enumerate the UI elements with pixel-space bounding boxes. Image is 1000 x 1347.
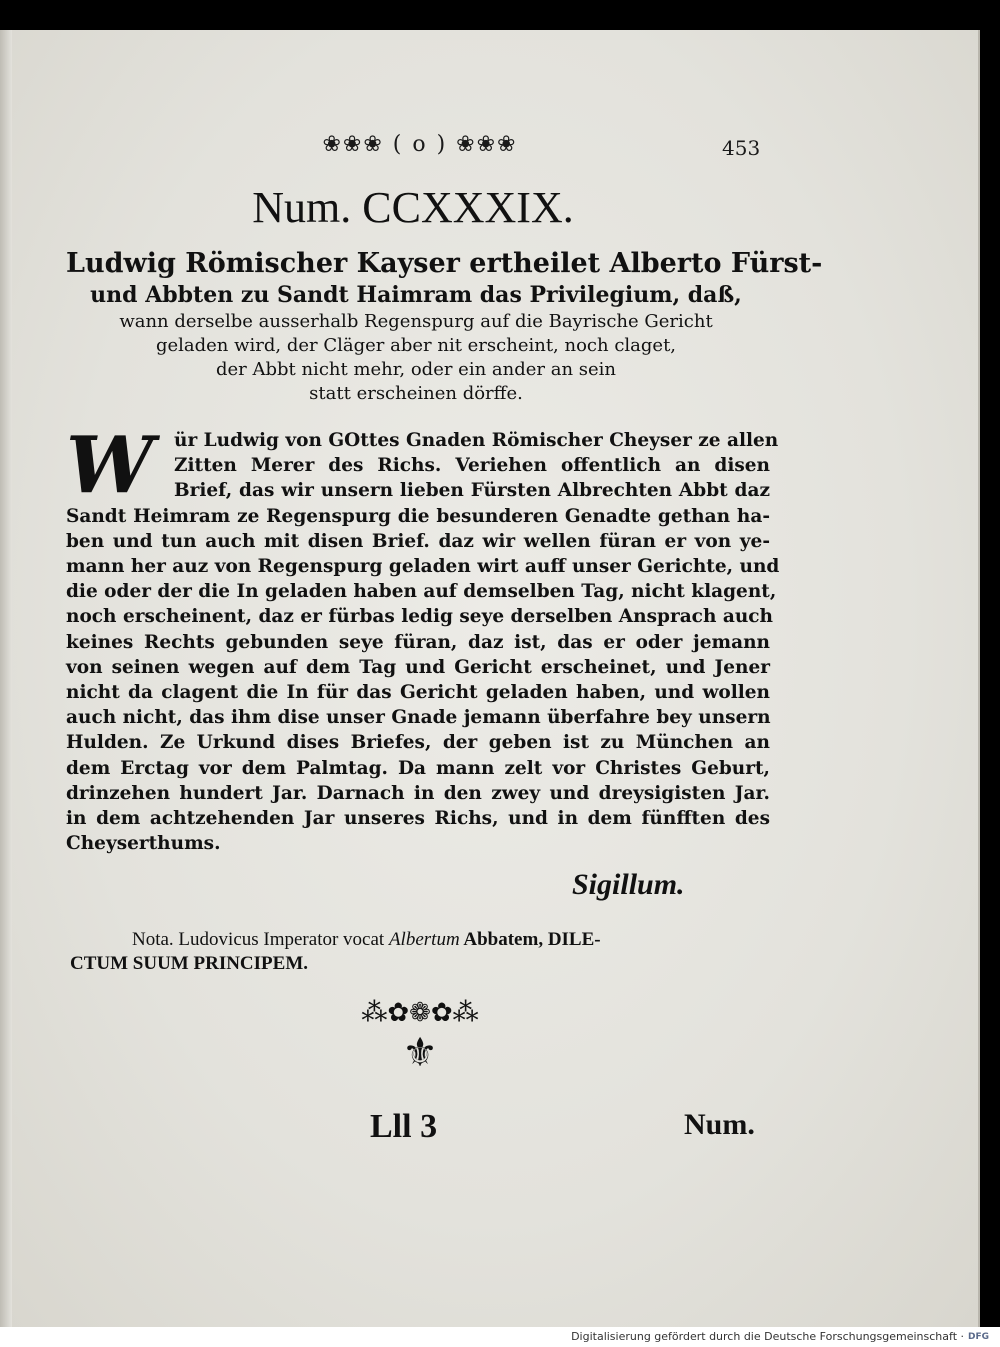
nota-paragraph [70, 928, 770, 976]
heading-line: der Abbt nicht mehr, oder ein ander an sein [215, 359, 617, 380]
body-line: Brief, das wir unsern lieben Fürsten Albrechten Abbt daz [174, 480, 770, 502]
dfg-logo-icon: DFG [968, 1332, 990, 1342]
body-line: die oder der die In geladen haben auf demselben Tag, nicht klagent, [66, 581, 777, 603]
fleur-de-lis-icon: ⚜ [402, 1030, 438, 1076]
funding-credit: Digitalisierung gefördert durch die Deutsche Forschungsgemeinschaft · [571, 1330, 964, 1343]
body-line: dem Erctag vor dem Palmtag. Da mann zelt vor Christes Geburt, [66, 757, 770, 779]
signature-mark: Lll 3 [370, 1108, 438, 1145]
nota-line-2: CTUM SUUM PRINCIPEM. [70, 953, 309, 974]
sigillum-mark: Sigillum. [572, 868, 685, 901]
heading-line: geladen wird, der Cläger aber nit erscheint, noch claget, [155, 335, 677, 356]
page-number: 453 [722, 136, 761, 160]
document-heading [66, 248, 823, 406]
body-line: ür Ludwig von GOttes Gnaden Römischer Cheyser ze allen [174, 430, 779, 451]
heading-line: wann derselbe ausserhalb Regenspurg auf die Bayrische Gericht [119, 311, 713, 332]
heading-line: Ludwig Römischer Kayser ertheilet Alberto Fürst- [66, 248, 823, 279]
fleuron-ornament-icon: ⁂✿❁✿⁂ [361, 998, 479, 1028]
document-number-title: Num. CCXXXIX. [252, 183, 574, 232]
drop-capital: W [66, 420, 154, 511]
body-line: auch nicht, das ihm dise unser Gnade jemann überfahre bey unsern [66, 707, 771, 729]
nota-line-1: Nota. Ludovicus Imperator vocat Albertum Abbatem, DILE- [132, 929, 601, 950]
body-line: keines Rechts gebunden seye füran, daz ist, das er oder jemann [66, 631, 770, 653]
heading-line: und Abbten zu Sandt Haimram das Privilegium, daß, [90, 282, 742, 308]
catchword: Num. [684, 1108, 755, 1141]
body-line: in dem achtzehenden Jar unseres Richs, und in dem fünfften des [66, 808, 770, 830]
body-line: Zitten Merer des Richs. Veriehen offentlich an disen [174, 455, 770, 477]
body-line: Hulden. Ze Urkund dises Briefes, der geben ist zu München an [66, 732, 770, 754]
body-line: drinzehen hundert Jar. Darnach in den zwey und dreysigisten Jar. [66, 782, 770, 804]
body-line: Sandt Heimram ze Regenspurg die besunderen Genadte gethan ha- [66, 505, 770, 527]
heading-line: statt erscheinen dörffe. [309, 383, 523, 404]
charter-body [66, 420, 780, 856]
body-line: mann her auz von Regenspurg geladen wirt auff unser Gerichte, und [66, 556, 780, 578]
body-line: nicht da clagent die In für das Gericht geladen haben, und wollen [66, 682, 770, 704]
body-line: von seinen wegen auf dem Tag und Gericht erscheinet, und Jener [66, 656, 770, 678]
body-line: Cheyserthums. [66, 833, 221, 855]
body-line: noch erscheinent, daz er fürbas ledig seye derselben Ansprach auch [66, 606, 773, 628]
body-line: ben und tun auch mit disen Brief. daz wir wellen füran er von ye- [66, 530, 770, 552]
header-ornament: ❀❀❀ ( o ) ❀❀❀ [322, 132, 518, 157]
